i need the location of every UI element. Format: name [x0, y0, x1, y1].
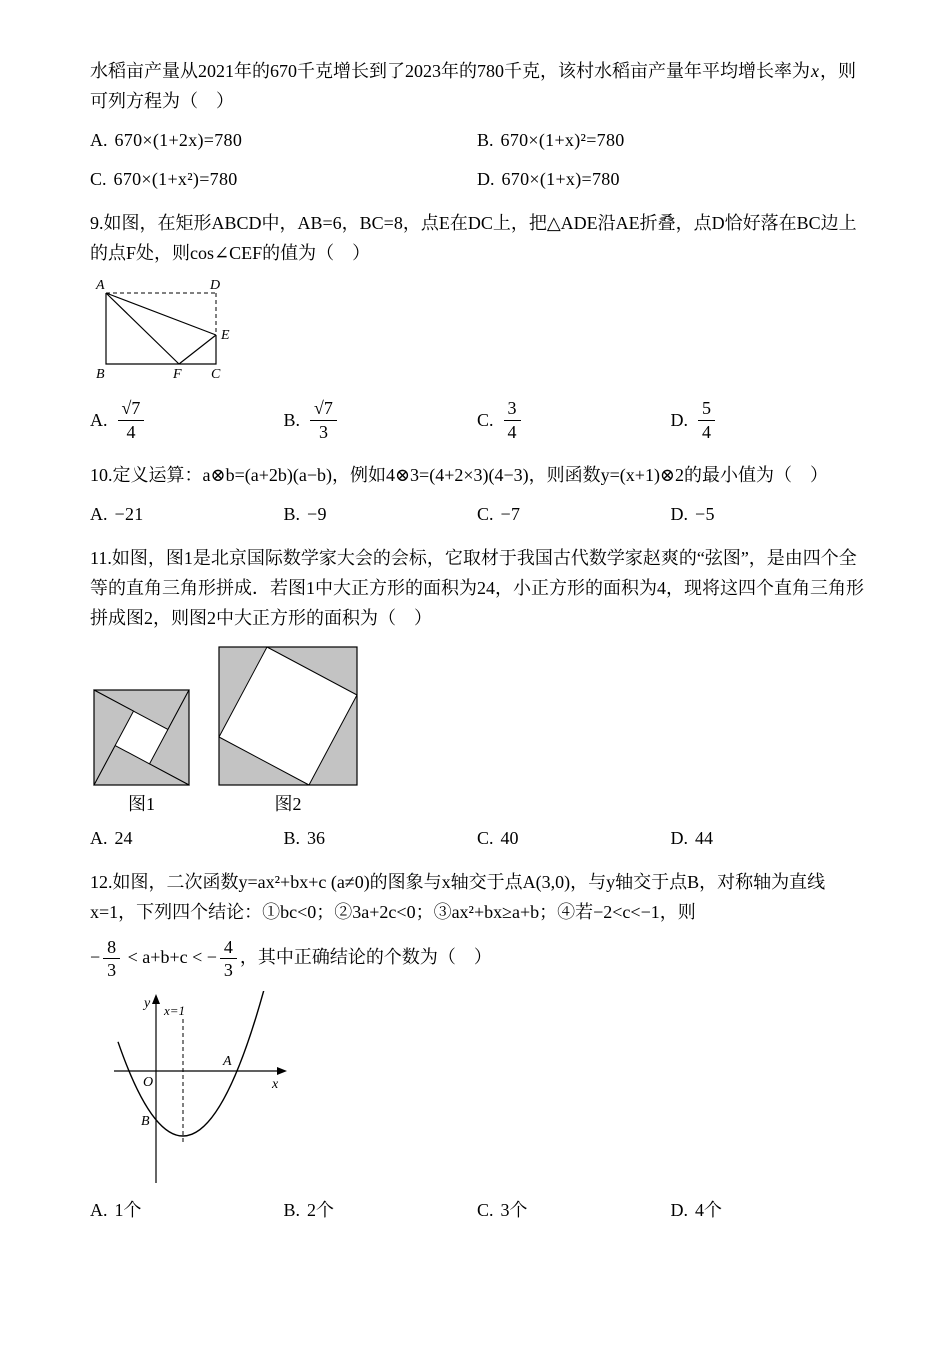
q8-option-a	[90, 125, 477, 155]
q10-option-a-label: A.	[90, 504, 108, 524]
q12-option-a-label: A.	[90, 1200, 108, 1220]
q8-option-b-formula: 670×(1+x)²=780	[500, 130, 625, 150]
q11-option-d	[671, 823, 865, 853]
q9-option-c-label: C.	[477, 410, 494, 430]
q9-figure-solid-lines	[106, 293, 216, 364]
q9-option-row	[90, 394, 864, 446]
q12-fraction-2	[220, 937, 237, 980]
chord-diagram-1	[92, 688, 191, 787]
q12-fraction-2-denominator: 3	[223, 960, 233, 981]
q11-option-row	[90, 823, 864, 853]
q9-option-c-fraction	[504, 398, 521, 441]
q11-option-d-label: D.	[670, 828, 688, 848]
q10-option-row	[90, 499, 864, 529]
q11-option-c-value: 40	[500, 828, 519, 848]
q12-option-d-label: D.	[670, 1200, 688, 1220]
q11-option-b	[284, 823, 478, 853]
q10-option-c	[477, 499, 671, 529]
x-axis-label: x	[272, 1077, 279, 1092]
q8-option-a-label: A.	[90, 130, 108, 150]
q9-option-a	[90, 398, 284, 441]
q11-option-b-value: 36	[307, 828, 326, 848]
q9-option-a-fraction	[118, 398, 145, 441]
q9-figure	[92, 276, 242, 380]
q9-option-c-denominator: 4	[507, 421, 517, 442]
q9-option-a-numerator: √7	[118, 398, 145, 420]
q12-option-d	[671, 1195, 865, 1225]
q12-fraction-1-numerator: 8	[103, 937, 120, 959]
q8-option-d	[477, 164, 864, 194]
q12-parabola-figure	[106, 991, 291, 1186]
question-8	[90, 56, 864, 194]
q8-option-b-label: B.	[477, 130, 494, 150]
q8-option-row-1	[90, 125, 864, 155]
q12-minus-1: −	[90, 947, 101, 967]
q11-option-d-value: 44	[695, 828, 713, 848]
q10-option-c-value: −7	[500, 504, 521, 524]
q10-option-d-label: D.	[670, 504, 688, 524]
y-axis-label: y	[144, 996, 151, 1011]
q8-option-d-formula: 670×(1+x)=780	[501, 169, 620, 189]
q8-option-c-formula: 670×(1+x²)=780	[113, 169, 238, 189]
q9-stem: 9.如图，在矩形ABCD中，AB=6，BC=8，点E在DC上，把△ADE沿AE折叠，点D恰好落在BC边上的点F处，则cos∠CEF的值为（ ）	[90, 213, 857, 263]
q8-option-c-label: C.	[90, 169, 107, 189]
q9-option-a-label: A.	[90, 410, 108, 430]
point-b-label: B	[141, 1114, 150, 1129]
question-12	[90, 867, 864, 1225]
q12-option-c-value: 3个	[500, 1200, 528, 1220]
q9-option-d-denominator: 4	[702, 421, 711, 442]
q12-minus-2: −	[206, 947, 217, 967]
q9-label-c: C	[211, 367, 221, 380]
q10-option-d-value: −5	[695, 504, 715, 524]
q12-fraction-1	[103, 937, 120, 980]
figure-1-caption: 图1	[128, 794, 155, 814]
q12-fraction-2-numerator: 4	[220, 937, 237, 959]
q9-option-d	[671, 398, 865, 441]
q12-option-b-label: B.	[283, 1200, 301, 1220]
q9-option-b	[284, 398, 478, 441]
q12-stem: 12.如图，二次函数y=ax²+bx+c (a≠0)的图象与x轴交于点A(3,0)，与y轴交于点B，对称轴为直线x=1，下列四个结论：①bc<0；②3a+2c<0；③ax²+bx≥a+b；④若−2<c<−1，则	[90, 872, 826, 922]
q10-option-b-label: B.	[283, 504, 301, 524]
q12-fraction-1-denominator: 3	[107, 960, 117, 981]
q9-option-b-denominator: 3	[318, 421, 328, 442]
q9-option-b-label: B.	[283, 410, 301, 430]
point-a-label: A	[223, 1054, 232, 1069]
q10-option-c-label: C.	[477, 504, 494, 524]
chord-2-triangles	[219, 647, 357, 785]
q9-label-e: E	[221, 328, 230, 343]
q9-label-a: A	[96, 278, 105, 293]
q9-label-f: F	[173, 367, 182, 380]
q11-option-c-label: C.	[477, 828, 494, 848]
q12-inequality-middle: < a+b+c <	[123, 947, 207, 967]
q8-stem	[90, 56, 864, 116]
q8-stem-text: 水稻亩产量从2021年的670千克增长到了2023年的780千克，该村水稻亩产量年平均增长率为	[90, 61, 810, 81]
question-9	[90, 208, 864, 446]
question-10	[90, 460, 864, 529]
q8-option-c	[90, 164, 477, 194]
q9-label-d: D	[210, 278, 221, 293]
q9-option-d-label: D.	[670, 410, 688, 430]
q9-option-b-numerator: √7	[310, 398, 337, 420]
q12-option-row	[90, 1195, 864, 1225]
q8-option-a-formula: 670×(1+2x)=780	[114, 130, 243, 150]
q12-option-c	[477, 1195, 671, 1225]
question-11	[90, 543, 864, 853]
q12-stem-tail: ，其中正确结论的个数为（ ）	[239, 947, 492, 967]
symmetry-axis-label: x=1	[164, 1003, 186, 1018]
q12-option-b-value: 2个	[307, 1200, 335, 1220]
q9-option-d-numerator: 5	[698, 398, 715, 420]
q9-option-c-numerator: 3	[504, 398, 521, 420]
q12-inequality-line	[90, 933, 864, 981]
q8-option-row-2	[90, 164, 864, 194]
q9-option-a-denominator: 4	[126, 421, 136, 442]
q11-option-c	[477, 823, 671, 853]
q11-option-b-label: B.	[283, 828, 301, 848]
q9-option-b-fraction	[310, 398, 337, 441]
q8-stem-variable: x	[811, 61, 819, 81]
q9-option-c	[477, 398, 671, 441]
q12-option-c-label: C.	[477, 1200, 494, 1220]
q10-option-d	[671, 499, 865, 529]
chord-diagram-2	[217, 645, 359, 787]
q9-label-b: B	[96, 367, 105, 380]
figure-2-caption: 图2	[274, 794, 302, 814]
q10-option-b-value: −9	[307, 504, 327, 524]
q11-stem: 11.如图，图1是北京国际数学家大会的会标，它取材于我国古代数学家赵爽的“弦图”，是由四个全等的直角三角形拼成．若图1中大正方形的面积为24，小正方形的面积为4，现将这四个直角三角形拼成图2，则图2中大正方形的面积为（ ）	[90, 548, 864, 628]
q12-option-b	[284, 1195, 478, 1225]
q12-option-a	[90, 1195, 284, 1225]
q10-option-a-value: −21	[114, 504, 144, 524]
chord-figure-2	[217, 645, 359, 814]
x-axis-arrow	[277, 1067, 287, 1075]
q12-option-a-value: 1个	[114, 1200, 142, 1220]
y-axis-arrow	[152, 994, 160, 1004]
q9-option-d-fraction	[698, 398, 715, 441]
origin-label: O	[143, 1075, 154, 1090]
q8-stem-tail: ，则可列方程为（ ）	[90, 61, 856, 111]
q11-option-a-label: A.	[90, 828, 108, 848]
q10-stem: 10.定义运算：a⊗b=(a+2b)(a−b)，例如4⊗3=(4+2×3)(4−3)，则函数y=(x+1)⊗2的最小值为（ ）	[90, 465, 829, 485]
q11-figures	[92, 645, 864, 814]
chord-1-triangles	[94, 690, 189, 785]
q10-option-a	[90, 499, 284, 529]
q11-option-a	[90, 823, 284, 853]
q10-option-b	[284, 499, 478, 529]
axes	[114, 994, 287, 1183]
q11-option-a-value: 24	[114, 828, 133, 848]
chord-figure-1	[92, 688, 191, 814]
q8-option-b	[477, 125, 864, 155]
q12-option-d-value: 4个	[695, 1200, 722, 1220]
q8-option-d-label: D.	[477, 169, 495, 189]
